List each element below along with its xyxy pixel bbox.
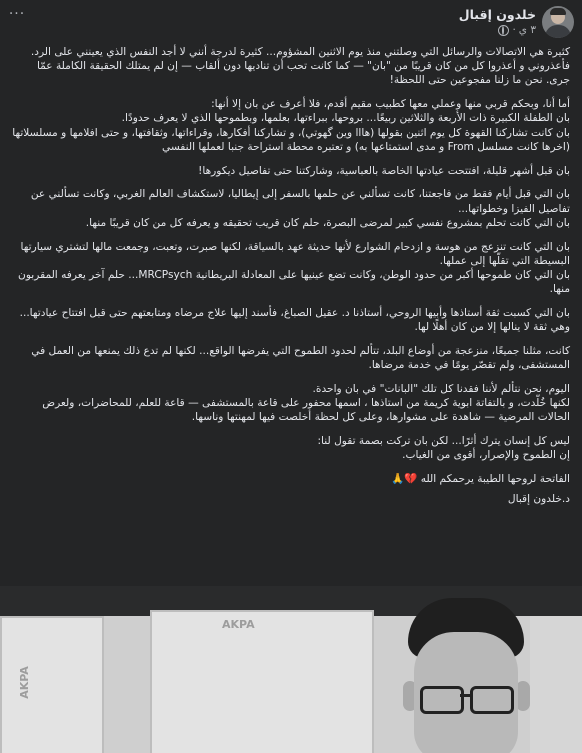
post-photo[interactable] (0, 586, 582, 753)
post-time[interactable]: ٣ ي (518, 24, 536, 36)
globe-icon (498, 25, 509, 36)
person-ear (516, 681, 530, 711)
backdrop-banner (0, 616, 104, 753)
banner-text: AKPA (222, 618, 255, 631)
paragraph: أما أنا، وبحكم قربي منها وعملي معها كطبيب مقيم أقدم، فلا أعرف عن بان إلا أنها: بان الطفلة الكبيرة ذات الأربعة والثلاثين ربيعًا... بروحها، ببراءتها، بعلمها، وبطموحها الذي لا يعرف حدودًا. بان كانت تشاركنا القهوة كل يوم اثنين بقولها (هااا وين گهوتي)، و تشاركنا أفكارها، وقراءاتها، وثقافتها، و حتى افلامها و مسلسلاتها (اخرها كانت مسلسل From و مدى استمتاعها به) و تعتبره محطة استراحة جنبا لعملها النفسي (12, 98, 570, 153)
signature: د.خلدون إقبال (507, 493, 570, 506)
paragraph: بان قبل أشهر قليلة، افتتحت عيادتها الخاصة بالعباسية، وشاركتنا حتى تفاصيل ديكورها! (198, 164, 570, 177)
author-name[interactable]: خلدون إقبال (458, 7, 536, 22)
glasses-lens (420, 686, 464, 714)
avatar[interactable] (542, 6, 574, 38)
paragraph: بان التي قبل أيام فقط من فاجعتنا، كانت تسألني عن حلمها بالسفر إلى إيطاليا، لاستكشاف العالم الغربي، وكانت تسألني عن تفاصيل الفيزا وخطواتها... بان التي كانت تحلم بمشروع نفسي كبير لمرضى البصرة، حلم كان قريب تحقيقه و يعرفه كل من كان قريبًا منها. (30, 188, 570, 229)
paragraph: كثيرة هي الاتصالات والرسائل التي وصلتني منذ يوم الاثنين المشؤوم... كثيرة لدرجة أنني لا أجد النفس الذي يعينني على الرد. فأعذروني و أعذروا كل من كان قريبًا من "بان" — كما كانت تحب أن تناديها دون ألقاب — إن لم يمتلك الحقيقة الكاملة عمّا جرى. نحن ما زلنا مفجوعين حتى اللحظة! (30, 46, 570, 87)
glasses-bridge (460, 694, 472, 697)
banner-text: AKPA (17, 666, 31, 699)
backdrop-banner (150, 610, 374, 753)
paragraph: بان التي كسبت ثقة أستاذها وأبيها الروحي، أستاذنا د. عقيل الصباغ، فأسند إليها علاج مرضاه ومتابعتهم حتى قبل افتتاح عيادتها... وهي ثقة لا ينالها إلا من كان أهلًا لها. (19, 307, 570, 334)
paragraph: ليس كل إنسان يترك أثرًا... لكن بان تركت بصمة تقول لنا: إن الطموح والإصرار، أقوى من الغياب. (317, 435, 570, 462)
post-meta (498, 24, 536, 36)
photo-wall (530, 616, 582, 753)
glasses-lens (470, 686, 514, 714)
paragraph: اليوم، نحن نتألم لأننا فقدنا كل تلك "البانات" في بان واحدة. لكنها خُلّدت، و بالتفاتة ابوية كريمة من استاذها ، اسمها محفور على قاعة بالمستشفى — قاعة للعلم، للمحاضرات، ولعرض الحالات المرضية — شاهدة على مشوارها، وعلى كل لحظة أخلصت فيها لمهنتها وناسها. (42, 383, 570, 424)
post-text (12, 45, 570, 516)
post-header (0, 0, 582, 44)
separator-dot: · (512, 24, 516, 36)
more-options-button[interactable]: ··· (8, 6, 26, 22)
paragraph: كانت، مثلنا جميعًا، منزعجة من أوضاع البلد، تتألم لحدود الطموح التي يفرضها الواقع... لكنها لم تدع ذلك يمنعها من العمل في المستشفى، ولم تقصّر يومًا في خدمة مرضاها. (31, 345, 570, 372)
paragraph: بان التي كانت تنزعج من هوسة و ازدحام الشوارع لأنها حديثة عهد بالسياقة، لكنها صبرت، وتعبت، وجمعت مالها لتشتري سيارتها البسيطة التي تقلّها إلى عملها. بان التي كان طموحها أكبر من حدود الوطن، وكانت تضع عينيها على المعادلة البريطانية MRCPsych... حلم آخر يعرفه المقربون منها. (18, 240, 570, 296)
paragraph: الفاتحة لروحها الطيبة يرحمكم الله 💔🙏 (391, 473, 570, 486)
